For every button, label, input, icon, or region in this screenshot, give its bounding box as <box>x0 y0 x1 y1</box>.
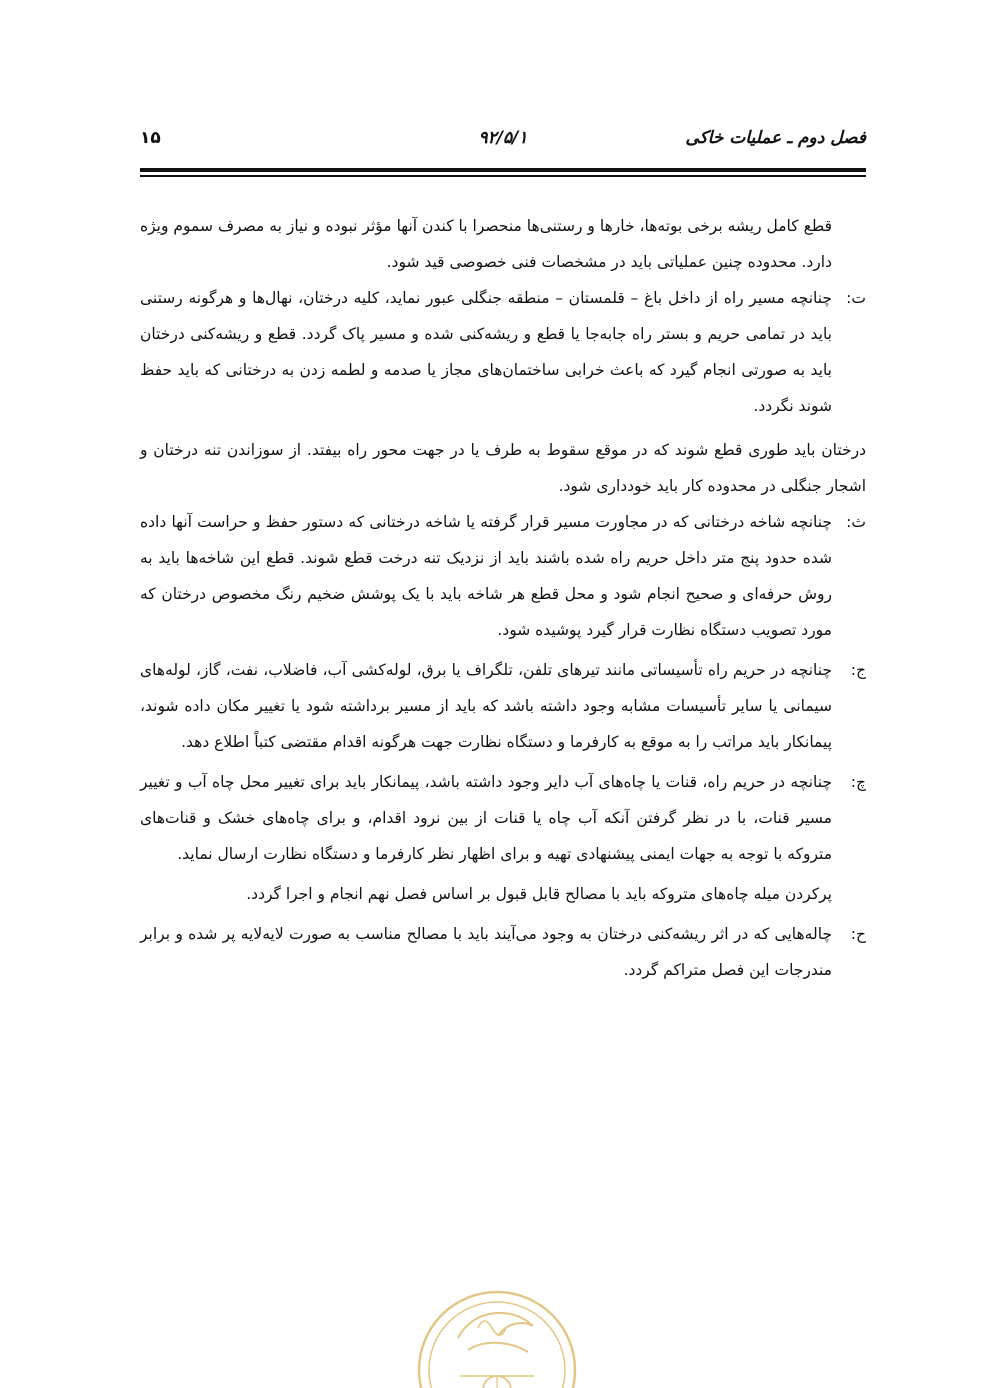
chapter-title: فصل دوم ـ عملیات خاکی <box>685 128 866 148</box>
item-note: پرکردن میله چاه‌های متروکه باید با مصالح قابل قبول بر اساس فصل نهم انجام و اجرا گردد. <box>246 885 832 903</box>
list-item <box>140 916 866 988</box>
list-item <box>140 280 866 424</box>
list-item <box>140 504 866 648</box>
item-text: چنانچه مسیر راه از داخل باغ – قلمستان – منطقه جنگلی عبور نماید، کلیه درختان، نهال‌ها و هرگونه رستنی باید در تمامی حریم و بستر راه جابه‌جا یا قطع و ریشه‌کنی شده و مسیر پاک گردد. قطع و ریشه‌کنی درختان باید به صورتی انجام گیرد که باعث خرابی ساختمان‌های مجاز یا صدمه و لطمه زدن به درختانی که باید حفظ شوند نگردد. <box>140 289 832 415</box>
item-text: چنانچه در حریم راه، قنات یا چاه‌های آب دایر وجود داشته باشد، پیمانکار باید برای تغییر محل چاه آب و تغییر مسیر قنات، با در نظر گرفتن آنکه آب چاه یا قنات از بین نرود اقدام، و برای چاه‌های خشک و قنات‌های متروکه با توجه به جهات ایمنی پیشنهادی تهیه و برای اظهار نظر کارفرما و دستگاه نظارت ارسال نماید. <box>140 773 832 863</box>
item-note: درختان باید طوری قطع شوند که در موقع سقوط به طرف یا در جهت محور راه بیفتد. از سوزاندن تنه درختان و اشجار جنگلی در محدوده کار باید خودداری شود. <box>140 441 866 495</box>
intro-paragraph: قطع کامل ریشه برخی بوته‌ها، خارها و رستنی‌ها منحصرا با کندن آنها مؤثر نبوده و نیاز به مصرف سموم ویژه دارد. محدوده چنین عملیاتی باید در مشخصات فنی خصوصی قید شود. <box>140 217 832 271</box>
list-item <box>140 764 866 912</box>
seal-logo-icon <box>398 1278 596 1388</box>
body-text <box>140 208 866 988</box>
item-marker: ث: <box>846 513 866 531</box>
item-marker: ت: <box>846 289 866 307</box>
item-marker: ح: <box>850 925 866 943</box>
item-text: چنانچه در حریم راه تأسیساتی مانند تیرهای تلفن، تلگراف یا برق، لوله‌کشی آب، فاضلاب، نفت، گاز، لوله‌های سیمانی یا سایر تأسیسات مشابه وجود داشته باشد که باید از مسیر برداشته شود یا تغییر مکان داده شوند، پیمانکار باید مراتب را به موقع به کارفرما و دستگاه نظارت جهت هرگونه اقدام مقتضی کتباً اطلاع دهد. <box>140 661 832 751</box>
item-marker: ج: <box>850 661 866 679</box>
header-rule-thick <box>140 168 866 172</box>
seal-watermark-icon <box>398 1278 596 1388</box>
page-number: ۱۵ <box>140 128 161 148</box>
page-header <box>140 128 866 158</box>
item-text: چاله‌هایی که در اثر ریشه‌کنی درختان به وجود می‌آیند باید با مصالح مناسب به صورت لایه‌لایه پر شده و برابر مندرجات این فصل متراکم گردد. <box>140 925 832 979</box>
item-marker: چ: <box>850 773 866 791</box>
revision-date: ۹۲/۵/۱ <box>478 128 528 148</box>
item-text: چنانچه شاخه درختانی که در مجاورت مسیر قرار گرفته یا شاخه درختانی که دستور حفظ و حراست آنها داده شده حدود پنج متر داخل حریم راه شده باشند باید از نزدیک تنه درخت قطع شوند. قطع این شاخه‌ها باید به روش حرفه‌ای و صحیح انجام شود و محل قطع هر شاخه باید با یک پوشش ضخیم رنگ مخصوص درختان که مورد تصویب دستگاه نظارت قرار گیرد پوشیده شود. <box>140 513 832 639</box>
header-rule-thin <box>140 175 866 177</box>
list-item <box>140 652 866 760</box>
